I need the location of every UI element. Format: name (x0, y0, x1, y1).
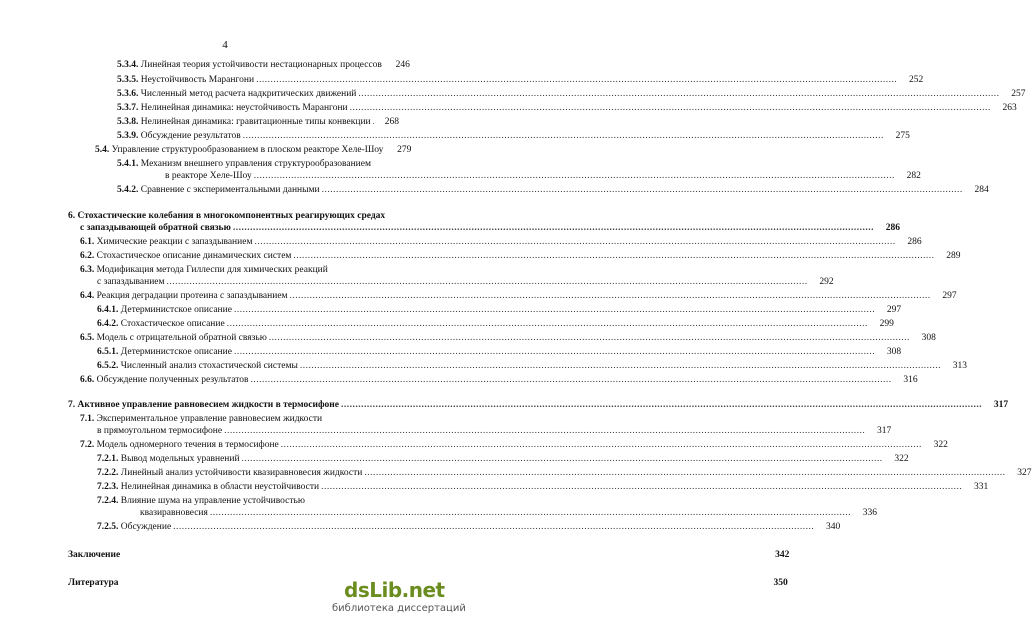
toc-section-number: 6.5.2. (97, 361, 119, 371)
toc-entry-title: 6.4.2. Стохастическое описание (97, 319, 225, 329)
toc-entry (80, 333, 936, 344)
toc-leader-dots (227, 319, 868, 330)
toc-section-number: 7.2.2. (97, 468, 119, 478)
toc-entry-title: с запаздыванием (97, 277, 165, 287)
toc-section-number: 5.4.1. (117, 159, 139, 169)
toc-section-number: 6.6. (80, 375, 95, 385)
toc-entry (117, 131, 910, 142)
toc-leader-dots (290, 291, 931, 302)
toc-entry-title: 7.2.4. Влияние шума на управление устойчивостью (97, 496, 305, 506)
toc-page-number: 340 (826, 522, 841, 532)
toc-entry-title: 5.4.1. Механизм внешнего управления структурообразованием (117, 159, 371, 169)
toc-entry (117, 60, 410, 71)
toc-leader-dots (341, 400, 982, 411)
toc-section-number: 5.3.5. (117, 75, 139, 85)
toc-page-number: 282 (906, 171, 921, 181)
toc-leader-dots (242, 454, 883, 465)
toc-section-number: 6.4.2. (97, 319, 119, 329)
toc-section-number: 5.4. (95, 145, 110, 155)
toc-entry (117, 117, 399, 128)
toc-page-number: 292 (819, 277, 834, 287)
toc-entry (97, 426, 892, 437)
toc-entry (140, 508, 877, 519)
toc-section-number: 5.3.9. (117, 131, 139, 141)
toc-entry (97, 347, 902, 358)
toc-entry (68, 400, 1009, 411)
toc-leader-dots (322, 185, 963, 196)
toc-entry-title: 5.3.8. Нелинейная динамика: гравитационные типы конвекции (117, 117, 371, 127)
toc-entry (80, 375, 918, 386)
toc-leader-dots (234, 347, 875, 358)
toc-entry (80, 291, 957, 302)
toc-page-number: 317 (993, 400, 1009, 410)
toc-entry-title: 5.4. Управление структурообразованием в плоском реакторе Хеле-Шоу (95, 145, 384, 155)
toc-entry (97, 361, 967, 372)
toc-entry (95, 145, 412, 156)
toc-entry-title: 6.6. Обсуждение полученных результатов (80, 375, 249, 385)
toc-entry (80, 265, 328, 276)
toc-entry-title: 5.3.4. Линейная теория устойчивости нестационарных процессов (117, 60, 382, 70)
toc-leader-dots (254, 171, 895, 182)
toc-page-number: 286 (907, 237, 922, 247)
toc-leader-dots (358, 89, 999, 100)
toc-entry-title: 6.5.2. Численный анализ стохастической системы (97, 361, 298, 371)
toc-entry (68, 550, 790, 561)
toc-leader-dots (250, 375, 891, 386)
toc-page-number: 297 (942, 291, 957, 301)
toc-entry (80, 237, 922, 248)
toc-entry (97, 468, 1032, 479)
toc-entry-title: в прямоугольном термосифоне (97, 426, 223, 436)
watermark-subtitle: библиотека диссертаций (332, 603, 466, 614)
toc-entry-title: 6.3. Модификация метода Гиллеспи для химических реакций (80, 265, 328, 275)
toc-entry-title: с запаздывающей обратной связью (80, 223, 231, 233)
toc-page-number: 316 (903, 375, 918, 385)
toc-leader-dots (234, 305, 875, 316)
toc-page-number: 286 (885, 223, 900, 233)
toc-entry (117, 89, 1026, 100)
toc-page-number: 289 (946, 251, 961, 261)
toc-leader-dots (350, 103, 991, 114)
toc-entry-title: 7.1. Экспериментальное управление равновесием жидкости (80, 414, 323, 424)
toc-entry-title: Литература (68, 578, 119, 588)
toc-section-number: 6.2. (80, 251, 95, 261)
toc-entry-title: 5.3.5. Неустойчивость Марангони (117, 75, 255, 85)
watermark (330, 578, 466, 618)
toc-section-number: 6.5.1. (97, 347, 119, 357)
toc-entry-title: 6.1. Химические реакции с запаздыванием (80, 237, 253, 247)
toc-section-number: 6.5. (80, 333, 95, 343)
toc-leader-dots (173, 522, 814, 533)
toc-entry (80, 251, 961, 262)
toc-entry (80, 440, 948, 451)
toc-leader-dots (167, 277, 808, 288)
toc-entry-title: 6.5.1. Детерминистское описание (97, 347, 232, 357)
toc-entry (117, 75, 924, 86)
toc-entry (117, 159, 371, 170)
toc-entry-title: 5.3.9. Обсуждение результатов (117, 131, 241, 141)
toc-entry (97, 277, 834, 288)
toc-entry-title: Заключение (68, 550, 121, 560)
toc-section-number: 7.2.5. (97, 522, 119, 532)
page-number: 4 (222, 39, 228, 51)
toc-entry-title: 7.2.2. Линейный анализ устойчивости квазиравновесия жидкости (97, 468, 363, 478)
toc-leader-dots (321, 482, 962, 493)
toc-leader-dots (256, 75, 897, 86)
toc-entry-title: 6.4. Реакция деградации протеина с запаздыванием (80, 291, 288, 301)
toc-entry-title: 5.3.7. Нелинейная динамика: неустойчивость Марангони (117, 103, 348, 113)
toc-section-number: 5.3.4. (117, 60, 139, 70)
toc-entry-title: 6.4.1. Детерминистское описание (97, 305, 232, 315)
toc-section-number: 7.2.4. (97, 496, 119, 506)
toc-page-number: 297 (886, 305, 902, 315)
toc-page-number: 342 (775, 550, 790, 560)
toc-leader-dots (364, 468, 1005, 479)
toc-page-number: 308 (886, 347, 902, 357)
toc-page-number: 275 (895, 131, 910, 141)
toc-entry-title: 7.2.3. Нелинейная динамика в области неустойчивости (97, 482, 320, 492)
toc-section-number: 6.3. (80, 265, 95, 275)
toc-entry (97, 454, 909, 465)
toc-leader-dots (293, 251, 934, 262)
toc-entry (117, 103, 1017, 114)
toc-entry-title: 7.2.5. Обсуждение (97, 522, 172, 532)
toc-entry (97, 319, 894, 330)
toc-leader-dots (233, 223, 874, 234)
toc-entry (165, 171, 921, 182)
toc-entry (68, 578, 788, 589)
toc-page-number: 322 (933, 440, 948, 450)
toc-entry-title: 7. Активное управление равновесием жидкости в термосифоне (68, 400, 339, 410)
toc-entry-title: квазиравновесия (140, 508, 208, 518)
toc-page-number: 331 (973, 482, 989, 492)
toc-page-number: 263 (1002, 103, 1017, 113)
toc-page-number: 336 (862, 508, 877, 518)
toc-section-number: 5.3.8. (117, 117, 139, 127)
toc-section-number: 6.4. (80, 291, 95, 301)
toc-leader-dots (224, 426, 865, 437)
toc-entry-title: 7.2.1. Вывод модельных уравнений (97, 454, 240, 464)
toc-section-number: 7.1. (80, 414, 95, 424)
toc-page-number: 299 (879, 319, 894, 329)
toc-entry (80, 223, 900, 234)
toc-entry-title: в реакторе Хеле-Шоу (165, 171, 252, 181)
toc-section-number: 7.2.1. (97, 454, 119, 464)
toc-section-number: 6.4.1. (97, 305, 119, 315)
toc-entry (68, 211, 385, 222)
toc-section-number: 6.1. (80, 237, 95, 247)
toc-entry-title: 6. Стохастические колебания в многокомпонентных реагирующих средах (68, 211, 386, 221)
toc-entry-title: 7.2. Модель одномерного течения в термосифоне (80, 440, 279, 450)
toc-page-number: 252 (908, 75, 924, 85)
toc-entry-title: 5.3.6. Численный метод расчета надкритических движений (117, 89, 357, 99)
toc-section-number: 5.3.7. (117, 103, 139, 113)
watermark-logo: dsLib.net (344, 578, 445, 602)
toc-entry-title: 6.5. Модель с отрицательной обратной связью (80, 333, 267, 343)
toc-entry (97, 522, 841, 533)
toc-section-number: 5.3.6. (117, 89, 139, 99)
toc-entry (97, 482, 989, 493)
toc-leader-dots (300, 361, 941, 372)
toc-entry-title: 5.4.2. Сравнение с экспериментальными данными (117, 185, 320, 195)
toc-page-number: 327 (1017, 468, 1032, 478)
toc-section-number: 5.4.2. (117, 185, 139, 195)
toc-leader-dots (281, 440, 922, 451)
toc-page-number: 284 (974, 185, 989, 195)
toc-page-number: 268 (384, 117, 399, 127)
toc-section-number: 7.2.3. (97, 482, 119, 492)
toc-leader-dots (254, 237, 895, 248)
toc-entry (80, 414, 322, 425)
toc-page-number: 313 (952, 361, 967, 371)
toc-page-number: 317 (876, 426, 892, 436)
toc-leader-dots (243, 131, 884, 142)
toc-section-number: 7.2. (80, 440, 95, 450)
toc-entry (97, 305, 902, 316)
toc-page-number: 257 (1011, 89, 1026, 99)
toc-page-number: 350 (773, 578, 788, 588)
toc-leader-dots (210, 508, 851, 519)
toc-entry (97, 496, 305, 507)
toc-entry-title: 6.2. Стохастическое описание динамических систем (80, 251, 292, 261)
toc-page-number: 246 (395, 60, 410, 70)
toc-page-number: 279 (397, 145, 412, 155)
toc-page-number: 308 (921, 333, 936, 343)
toc-page-number: 322 (894, 454, 909, 464)
toc-entry (117, 185, 989, 196)
toc-leader-dots (269, 333, 910, 344)
